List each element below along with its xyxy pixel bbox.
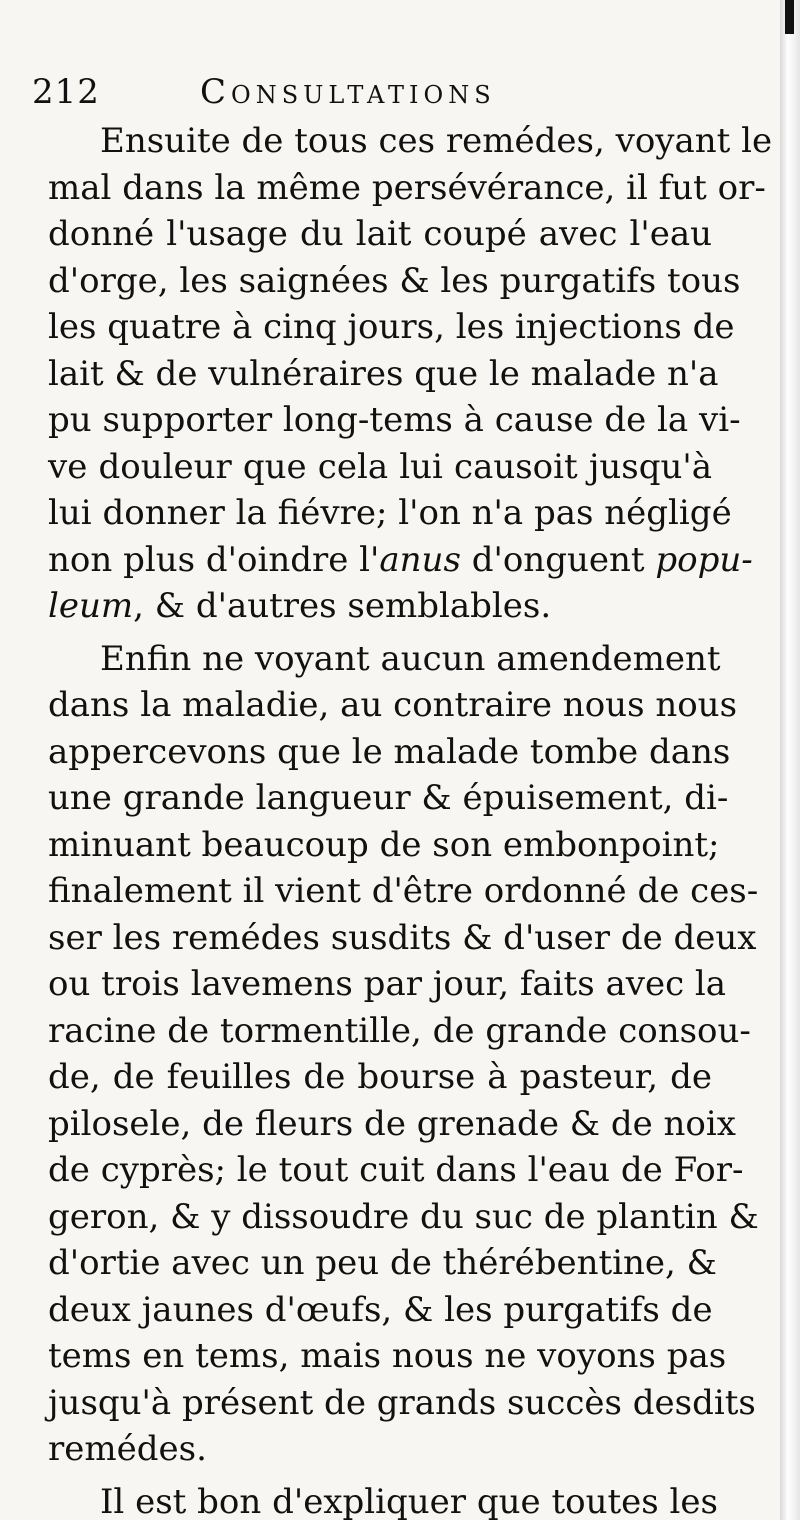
page-gutter (780, 0, 800, 1520)
binding-mark (785, 0, 794, 34)
text-line: Ensuite de tous ces remédes, voyant le (48, 118, 712, 165)
text-line: lui donner la fiévre; l'on n'a pas négligé (48, 490, 712, 537)
text-line (48, 537, 712, 584)
text-line: d'orge, les saignées & les purgatifs tous (48, 258, 712, 305)
text-line: ou trois lavemens par jour, faits avec la (48, 961, 712, 1008)
text-line: Enfin ne voyant aucun amendement (48, 636, 712, 683)
body-text (48, 118, 712, 1525)
text-line: dans la maladie, au contraire nous nous (48, 682, 712, 729)
text-line: ve douleur que cela lui causoit jusqu'à (48, 444, 712, 491)
page-header (32, 72, 592, 120)
text-line: deux jaunes d'œufs, & les purgatifs de (48, 1287, 712, 1334)
text-segment: d'onguent (461, 540, 655, 580)
text-line: jusqu'à présent de grands succès desdits (48, 1380, 712, 1427)
text-line: une grande langueur & épuisement, di- (48, 775, 712, 822)
text-segment: , & d'autres semblables. (133, 586, 551, 626)
text-line: les quatre à cinq jours, les injections de (48, 304, 712, 351)
text-line: minuant beaucoup de son embonpoint; (48, 822, 712, 869)
text-line: geron, & y dissoudre du suc de plantin & (48, 1194, 712, 1241)
text-line: lait & de vulnéraires que le malade n'a (48, 351, 712, 398)
text-line: donné l'usage du lait coupé avec l'eau (48, 211, 712, 258)
text-line: pu supporter long-tems à cause de la vi- (48, 397, 712, 444)
text-line: ser les remédes susdits & d'user de deux (48, 915, 712, 962)
text-line: de cyprès; le tout cuit dans l'eau de For- (48, 1147, 712, 1194)
italic-term-populeum-end: leum (48, 586, 133, 626)
running-head: Consultations (200, 72, 496, 112)
page-number: 212 (32, 72, 100, 112)
text-line: appercevons que le malade tombe dans (48, 729, 712, 776)
italic-term-anus: anus (379, 540, 461, 580)
text-line: d'ortie avec un peu de thérébentine, & (48, 1240, 712, 1287)
text-line: mal dans la même persévérance, il fut or- (48, 165, 712, 212)
italic-term-populeum: popu- (655, 540, 752, 580)
text-segment: non plus d'oindre l' (48, 540, 379, 580)
text-line: racine de tormentille, de grande consou- (48, 1008, 712, 1055)
text-line: finalement il vient d'être ordonné de ces- (48, 868, 712, 915)
text-line: pilosele, de fleurs de grenade & de noix (48, 1101, 712, 1148)
text-line: de, de feuilles de bourse à pasteur, de (48, 1054, 712, 1101)
text-line: tems en tems, mais nous ne voyons pas (48, 1333, 712, 1380)
text-line: remédes. (48, 1426, 712, 1473)
text-line: Il est bon d'expliquer que toutes les (48, 1479, 712, 1525)
text-line (48, 583, 712, 630)
